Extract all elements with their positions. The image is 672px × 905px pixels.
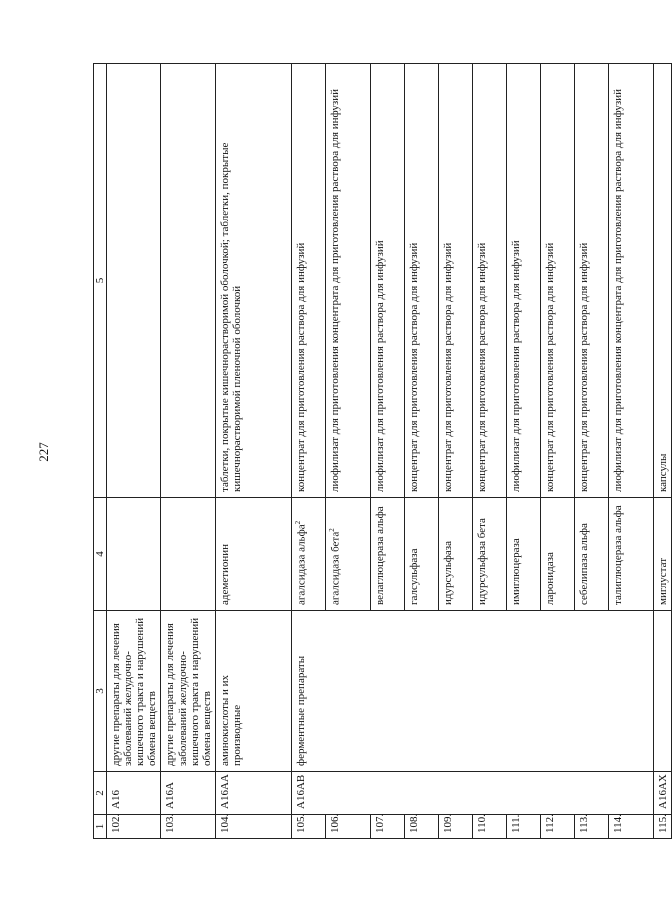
pharmacological-group: ферментные препараты [291, 611, 325, 772]
row-number: 108. [404, 815, 438, 839]
drug-name: адеметионин [215, 498, 291, 611]
drug-name: идурсульфаза [438, 498, 472, 611]
pharmacological-group [370, 611, 404, 772]
row-number: 102. [107, 815, 161, 839]
pharmacological-group [608, 611, 653, 772]
drug-name-text: агалсидаза альфа [295, 524, 308, 605]
dosage-forms [161, 64, 215, 498]
atc-code [574, 772, 608, 815]
table-row [107, 64, 161, 839]
dosage-forms: таблетки, покрытые кишечнорастворимой оболочкой; таблетки, покрытые кишечнорастворимой пленочной оболочкой [215, 64, 291, 498]
drug-name [325, 498, 370, 611]
header-col-1: 1 [94, 815, 107, 839]
header-col-5: 5 [94, 64, 107, 498]
row-number: 115. [653, 815, 671, 839]
table-row [574, 64, 608, 839]
dosage-forms: лиофилизат для приготовления раствора для инфузий [370, 64, 404, 498]
drug-name: миглустат [653, 498, 671, 611]
atc-code [370, 772, 404, 815]
dosage-forms: концентрат для приготовления раствора для инфузий [472, 64, 506, 498]
pharmacological-group: аминокислоты и их производные [215, 611, 291, 772]
atc-code [325, 772, 370, 815]
dosage-forms: лиофилизат для приготовления концентрата для приготовления раствора для инфузий [608, 64, 653, 498]
footnote-mark: 2 [293, 520, 302, 525]
drug-name: ларонидаза [540, 498, 574, 611]
drug-name [291, 498, 325, 611]
atc-code [540, 772, 574, 815]
dosage-forms: концентрат для приготовления раствора для инфузий [404, 64, 438, 498]
header-row [94, 64, 107, 839]
pharmacological-group [540, 611, 574, 772]
atc-code [472, 772, 506, 815]
row-number: 104. [215, 815, 291, 839]
pharmacological-group [472, 611, 506, 772]
row-number: 107. [370, 815, 404, 839]
table-row [438, 64, 472, 839]
pharmacological-group [404, 611, 438, 772]
drug-name: галсульфаза [404, 498, 438, 611]
atc-code [438, 772, 472, 815]
dosage-forms: капсулы [653, 64, 671, 498]
pharmacological-group [574, 611, 608, 772]
drug-list-table-container [93, 64, 669, 839]
atc-code: A16A [161, 772, 215, 815]
drug-name [107, 498, 161, 611]
table-row [472, 64, 506, 839]
table-row [506, 64, 540, 839]
dosage-forms: концентрат для приготовления раствора для инфузий [438, 64, 472, 498]
pharmacological-group [325, 611, 370, 772]
atc-code: A16 [107, 772, 161, 815]
drug-name: себелипаза альфа [574, 498, 608, 611]
pharmacological-group: другие препараты для лечения заболеваний желудочно-кишечного тракта и нарушений обмена веществ [161, 611, 215, 772]
drug-name-text: агалсидаза бета [329, 531, 342, 605]
atc-code [404, 772, 438, 815]
atc-code [608, 772, 653, 815]
dosage-forms: концентрат для приготовления раствора для инфузий [291, 64, 325, 498]
dosage-forms: концентрат для приготовления раствора для инфузий [540, 64, 574, 498]
dosage-forms: лиофилизат для приготовления раствора для инфузий [506, 64, 540, 498]
row-number: 111. [506, 815, 540, 839]
table-row [161, 64, 215, 839]
dosage-forms: концентрат для приготовления раствора для инфузий [574, 64, 608, 498]
row-number: 106. [325, 815, 370, 839]
pharmacological-group [653, 611, 671, 772]
page-number: 227 [36, 442, 51, 462]
pharmacological-group [506, 611, 540, 772]
drug-name: идурсульфаза бета [472, 498, 506, 611]
drug-name: имиглюцераза [506, 498, 540, 611]
row-number: 109. [438, 815, 472, 839]
dosage-forms: лиофилизат для приготовления концентрата для приготовления раствора для инфузий [325, 64, 370, 498]
table-row [608, 64, 653, 839]
pharmacological-group: другие препараты для лечения заболеваний желудочно-кишечного тракта и нарушений обмена веществ [107, 611, 161, 772]
header-col-3: 3 [94, 611, 107, 772]
drug-list-table [93, 63, 672, 839]
table-row [404, 64, 438, 839]
atc-code: A16AX [653, 772, 671, 815]
header-col-4: 4 [94, 498, 107, 611]
row-number: 114. [608, 815, 653, 839]
table-row [291, 64, 325, 839]
row-number: 113. [574, 815, 608, 839]
drug-name: велаглюцераза альфа [370, 498, 404, 611]
row-number: 112. [540, 815, 574, 839]
row-number: 103. [161, 815, 215, 839]
atc-code [506, 772, 540, 815]
table-row [370, 64, 404, 839]
table-row [325, 64, 370, 839]
rotated-table-frame [93, 64, 669, 839]
pharmacological-group [438, 611, 472, 772]
drug-name: талиглюцераза альфа [608, 498, 653, 611]
atc-code: A16AB [291, 772, 325, 815]
footnote-mark: 2 [327, 528, 336, 532]
row-number: 110. [472, 815, 506, 839]
header-col-2: 2 [94, 772, 107, 815]
dosage-forms [107, 64, 161, 498]
drug-name [161, 498, 215, 611]
table-row [215, 64, 291, 839]
table-row [653, 64, 671, 839]
atc-code: A16AA [215, 772, 291, 815]
row-number: 105. [291, 815, 325, 839]
table-row [540, 64, 574, 839]
